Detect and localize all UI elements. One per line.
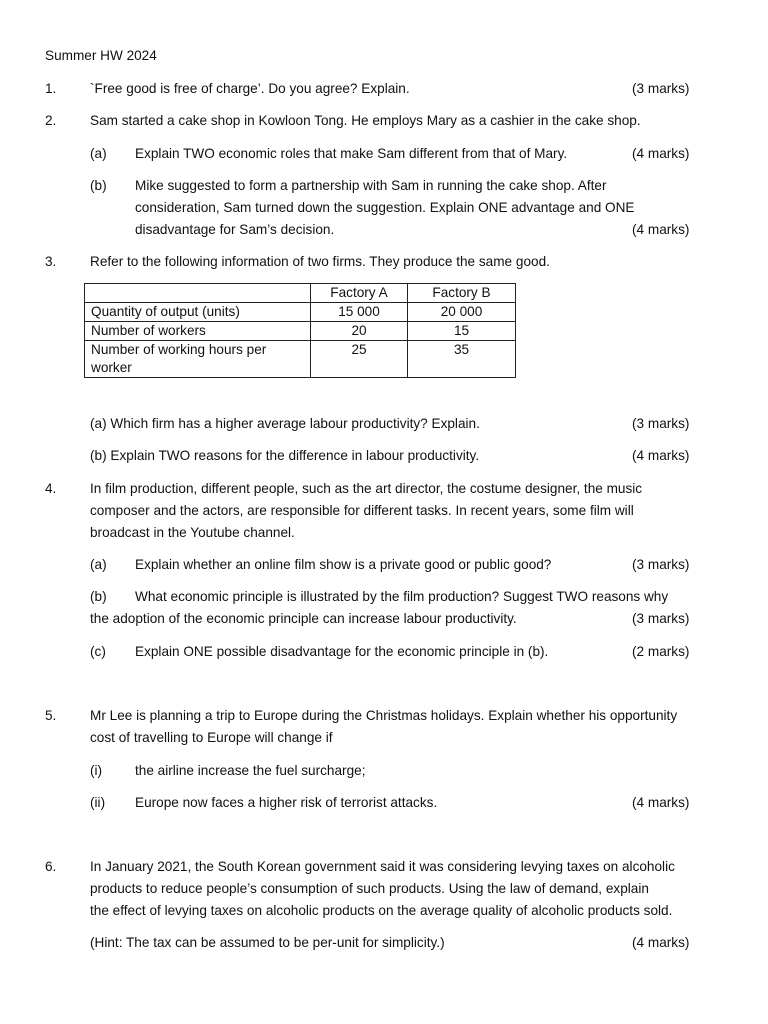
table-header-cell: Factory B	[408, 284, 516, 303]
table-cell: 25	[311, 341, 408, 378]
q2-text: Sam started a cake shop in Kowloon Tong. He employs Mary as a cashier in the cake shop.	[90, 113, 641, 128]
q2-number: 2.	[45, 113, 57, 128]
table-row	[85, 303, 516, 322]
q5i-label: (i)	[90, 763, 103, 778]
q3b-text: (b) Explain TWO reasons for the difference in labour productivity.	[90, 448, 480, 463]
q2a-label: (a)	[90, 146, 107, 161]
q1-number: 1.	[45, 81, 57, 96]
q3b-marks: (4 marks)	[632, 448, 690, 463]
q6-marks: (4 marks)	[632, 935, 690, 950]
table-row	[85, 341, 516, 378]
q5i-text: the airline increase the fuel surcharge;	[135, 763, 366, 778]
table-cell: 15 000	[311, 303, 408, 322]
q1-marks: (3 marks)	[632, 81, 690, 96]
q5-line1: Mr Lee is planning a trip to Europe during the Christmas holidays. Explain whether his opportunity	[90, 708, 678, 723]
firm-info-table	[84, 283, 516, 378]
q4b-line2: the adoption of the economic principle can increase labour productivity.	[90, 611, 517, 626]
q3-text: Refer to the following information of two firms. They produce the same good.	[90, 254, 550, 269]
q4c-text: Explain ONE possible disadvantage for the economic principle in (b).	[135, 644, 549, 659]
q5ii-marks: (4 marks)	[632, 795, 690, 810]
q6-line1: In January 2021, the South Korean government said it was considering levying taxes on alcoholic	[90, 859, 675, 874]
q4b-marks: (3 marks)	[632, 611, 690, 626]
table-cell: 15	[408, 322, 516, 341]
q4b-line1: What economic principle is illustrated by the film production? Suggest TWO reasons why	[135, 589, 669, 604]
table-cell: Number of workers	[85, 322, 311, 341]
table-header-cell: Factory A	[311, 284, 408, 303]
q2b-label: (b)	[90, 178, 107, 193]
table-cell: Number of working hours per worker	[85, 341, 311, 378]
table-cell: 20 000	[408, 303, 516, 322]
q4a-label: (a)	[90, 557, 107, 572]
q6-number: 6.	[45, 859, 57, 874]
q1-text: `Free good is free of charge’. Do you agree? Explain.	[90, 81, 410, 96]
q6-line3: the effect of levying taxes on alcoholic products on the average quality of alcoholic products sold.	[90, 903, 673, 918]
table-cell: Quantity of output (units)	[85, 303, 311, 322]
q5ii-label: (ii)	[90, 795, 106, 810]
table-header-cell	[85, 284, 311, 303]
q4-number: 4.	[45, 481, 57, 496]
q2a-text: Explain TWO economic roles that make Sam different from that of Mary.	[135, 146, 568, 161]
q2b-line3: disadvantage for Sam’s decision.	[135, 222, 335, 237]
q2b-marks: (4 marks)	[632, 222, 690, 237]
q5-line2: cost of travelling to Europe will change if	[90, 730, 333, 745]
q4c-marks: (2 marks)	[632, 644, 690, 659]
q2b-line2: consideration, Sam turned down the suggestion. Explain ONE advantage and ONE	[135, 200, 635, 215]
q4a-marks: (3 marks)	[632, 557, 690, 572]
q4b-label: (b)	[90, 589, 107, 604]
q6-hint: (Hint: The tax can be assumed to be per-unit for simplicity.)	[90, 935, 445, 950]
q4-line2: composer and the actors, are responsible for different tasks. In recent years, some film will	[90, 503, 634, 518]
q5-number: 5.	[45, 708, 57, 723]
q4-line3: broadcast in the Youtube channel.	[90, 525, 295, 540]
table-cell: 35	[408, 341, 516, 378]
table-row	[85, 322, 516, 341]
q4c-label: (c)	[90, 644, 106, 659]
q5ii-text: Europe now faces a higher risk of terrorist attacks.	[135, 795, 438, 810]
document-title: Summer HW 2024	[45, 48, 157, 63]
table-header-row	[85, 284, 516, 303]
q2a-marks: (4 marks)	[632, 146, 690, 161]
q4a-text: Explain whether an online film show is a private good or public good?	[135, 557, 552, 572]
q3-number: 3.	[45, 254, 57, 269]
table-cell: 20	[311, 322, 408, 341]
q3a-text: (a) Which firm has a higher average labour productivity? Explain.	[90, 416, 480, 431]
q3a-marks: (3 marks)	[632, 416, 690, 431]
q4-line1: In film production, different people, such as the art director, the costume designer, the music	[90, 481, 643, 496]
q2b-line1: Mike suggested to form a partnership with Sam in running the cake shop. After	[135, 178, 607, 193]
q6-line2: products to reduce people’s consumption of such products. Using the law of demand, explain	[90, 881, 649, 896]
